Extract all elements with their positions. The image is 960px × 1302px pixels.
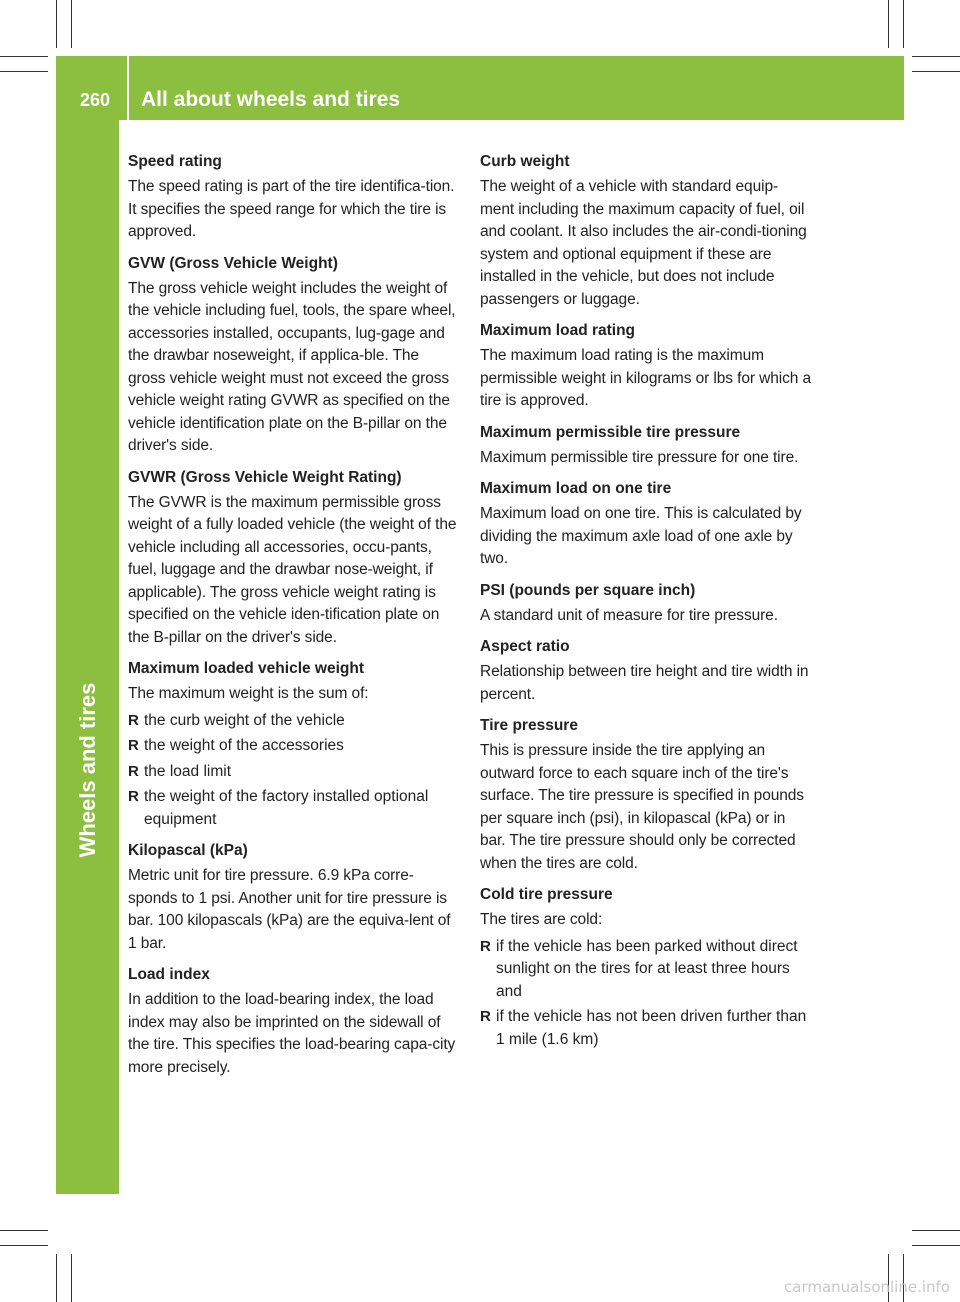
section-body: A standard unit of measure for tire pressure. bbox=[480, 606, 778, 624]
bullet-icon: R bbox=[128, 711, 139, 729]
section-heading: Aspect ratio bbox=[480, 638, 570, 655]
chapter-tab-label: Wheels and tires bbox=[75, 682, 100, 858]
crop-mark bbox=[0, 71, 48, 72]
list-item bbox=[480, 1006, 812, 1051]
crop-mark bbox=[912, 1245, 960, 1246]
section-body: The maximum load rating is the maximum permissible weight in kilograms or lbs for which a tire is approved. bbox=[480, 347, 811, 409]
crop-mark bbox=[0, 56, 48, 57]
header-divider bbox=[127, 56, 129, 120]
section-gvwr bbox=[128, 466, 460, 650]
section-body: The tires are cold: bbox=[480, 911, 603, 928]
bullet-icon: R bbox=[128, 762, 139, 780]
right-column bbox=[480, 150, 812, 1059]
section-body: This is pressure inside the tire applying an outward force to each square inch of the tire's surface. The tire pressure is specified in pounds per square inch (psi), in kilopascal (kPa) or in bar. The tire pressure should only be corrected when the tires are cold. bbox=[480, 742, 804, 872]
crop-mark bbox=[56, 1254, 57, 1302]
list-item-text: if the vehicle has been parked without direct sunlight on the tires for at least three hours and bbox=[496, 937, 798, 1000]
list-item-text: the weight of the accessories bbox=[144, 737, 344, 754]
section-heading: Maximum loaded vehicle weight bbox=[128, 660, 365, 677]
section-body: Metric unit for tire pressure. 6.9 kPa corre-sponds to 1 psi. Another unit for tire pressure is bar. 100 kilopascals (kPa) are the equiva-lent of 1 bar. bbox=[128, 867, 451, 952]
bullet-icon: R bbox=[480, 937, 491, 955]
section-psi bbox=[480, 579, 812, 628]
section-body: Relationship between tire height and tire width in percent. bbox=[480, 663, 809, 703]
list-item bbox=[128, 735, 460, 758]
crop-mark bbox=[912, 56, 960, 57]
chapter-tab bbox=[56, 120, 119, 1194]
bullet-list bbox=[480, 936, 812, 1052]
page-title: All about wheels and tires bbox=[141, 88, 401, 111]
list-item-text: the curb weight of the vehicle bbox=[144, 711, 345, 729]
bullet-icon: R bbox=[128, 788, 139, 805]
section-gvw bbox=[128, 252, 460, 458]
section-heading: Speed rating bbox=[128, 153, 222, 170]
page-number: 260 bbox=[80, 90, 111, 110]
section-heading: Curb weight bbox=[480, 153, 570, 170]
section-cold-tire-pressure bbox=[480, 883, 812, 1051]
section-heading: GVW (Gross Vehicle Weight) bbox=[128, 254, 338, 272]
crop-mark bbox=[0, 1245, 48, 1246]
section-body: The GVWR is the maximum permissible gross weight of a fully loaded vehicle (the weight of the vehicle including all accessories, occu-pants, fuel, luggage and the drawbar nose-weight, if applicable). The gross vehicle weight rating is specified on the vehicle iden-tification plate on the B-pillar on the driver's side. bbox=[128, 493, 457, 646]
crop-mark bbox=[912, 1230, 960, 1231]
crop-mark bbox=[56, 0, 57, 48]
section-heading: PSI (pounds per square inch) bbox=[480, 581, 696, 599]
crop-mark bbox=[912, 71, 960, 72]
section-max-loaded-weight bbox=[128, 657, 460, 831]
section-max-permissible-pressure bbox=[480, 421, 812, 470]
crop-mark bbox=[903, 0, 904, 48]
left-column bbox=[128, 150, 460, 1087]
section-heading: Tire pressure bbox=[480, 717, 578, 734]
list-item bbox=[480, 936, 812, 1004]
section-heading: Maximum load on one tire bbox=[480, 480, 672, 497]
section-max-load-rating bbox=[480, 319, 812, 413]
section-body: The speed rating is part of the tire identifica-tion. It specifies the speed range for which the tire is approved. bbox=[128, 178, 455, 240]
bullet-icon: R bbox=[128, 737, 139, 754]
section-body: In addition to the load-bearing index, the load index may also be imprinted on the sidewall of the tire. This specifies the load-bearing capa-city more precisely. bbox=[128, 991, 456, 1076]
list-item bbox=[128, 710, 460, 733]
section-body: The gross vehicle weight includes the weight of the vehicle including fuel, tools, the spare wheel, accessories installed, occupants, lug-gage and the drawbar noseweight, if applica-ble. The gross vehicle weight must not exceed the gross vehicle weight rating GVWR as specified on the vehicle identification plate on the B-pillar on the driver's side. bbox=[128, 279, 456, 454]
crop-mark bbox=[71, 1254, 72, 1302]
section-body: Maximum permissible tire pressure for one tire. bbox=[480, 448, 799, 466]
bullet-icon: R bbox=[480, 1008, 491, 1025]
list-item-text: the load limit bbox=[144, 762, 232, 780]
crop-mark bbox=[888, 0, 889, 48]
section-heading: GVWR (Gross Vehicle Weight Rating) bbox=[128, 468, 402, 486]
watermark: carmanualsonline.info bbox=[784, 1278, 950, 1296]
section-load-index bbox=[128, 963, 460, 1079]
crop-mark bbox=[0, 1230, 48, 1231]
list-item bbox=[128, 761, 460, 784]
section-heading: Maximum load rating bbox=[480, 322, 636, 339]
list-item-text: the weight of the factory installed optional equipment bbox=[144, 788, 429, 828]
list-item bbox=[128, 786, 460, 831]
section-aspect-ratio bbox=[480, 635, 812, 706]
section-heading: Cold tire pressure bbox=[480, 886, 613, 903]
section-heading: Maximum permissible tire pressure bbox=[480, 423, 741, 441]
section-body: The weight of a vehicle with standard equip-ment including the maximum capacity of fuel, oil and coolant. It also includes the air-condi-tioning system and optional equipment if these are installed in the vehicle, but does not include passengers or luggage. bbox=[480, 178, 807, 308]
list-item-text: if the vehicle has not been driven further than 1 mile (1.6 km) bbox=[496, 1008, 807, 1048]
section-body: Maximum load on one tire. This is calculated by dividing the maximum axle load of one axle by two. bbox=[480, 505, 802, 567]
crop-mark bbox=[71, 0, 72, 48]
section-speed-rating bbox=[128, 150, 460, 244]
section-kilopascal bbox=[128, 839, 460, 955]
bullet-list bbox=[128, 710, 460, 832]
section-curb-weight bbox=[480, 150, 812, 311]
section-heading: Load index bbox=[128, 966, 210, 983]
section-heading: Kilopascal (kPa) bbox=[128, 842, 248, 859]
section-tire-pressure bbox=[480, 714, 812, 875]
section-body: The maximum weight is the sum of: bbox=[128, 685, 369, 702]
section-max-load-one-tire bbox=[480, 477, 812, 571]
